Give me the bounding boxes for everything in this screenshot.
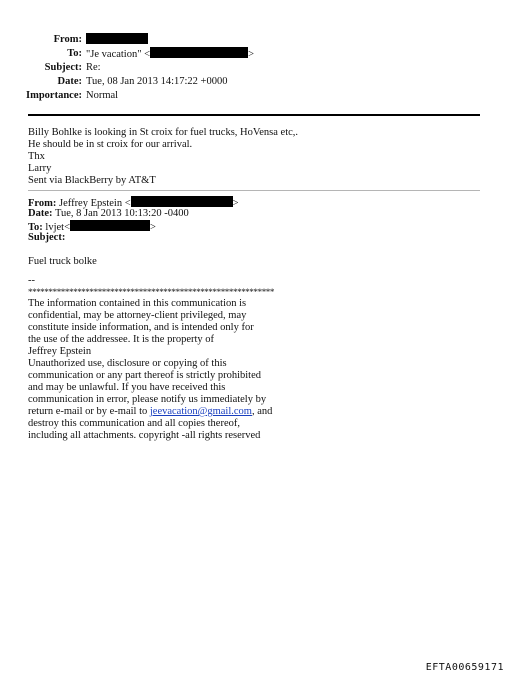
disclaimer-line: including all attachments. copyright -all rights reserved — [28, 430, 261, 441]
disclaimer — [28, 298, 480, 442]
redaction-bar — [86, 33, 148, 44]
reply-divider — [28, 190, 480, 191]
disclaimer-line: constitute inside information, and is intended only for — [28, 322, 254, 333]
reply-line: He should be in st croix for our arrival. — [28, 139, 193, 150]
separator-dash: -- — [28, 275, 35, 286]
email-link[interactable]: jeevacation@gmail.com — [149, 406, 252, 417]
fwd-body: Fuel truck bolke — [28, 256, 97, 267]
disclaimer-line: communication in error, please notify us immediately by — [28, 394, 267, 405]
disclaimer-line: communication or any part thereof is strictly prohibited — [28, 370, 261, 381]
redaction-bar — [150, 47, 248, 58]
redaction-bar — [131, 196, 233, 207]
disclaimer-line: destroy this communication and all copies thereof, — [28, 418, 240, 429]
from-value — [86, 33, 148, 48]
disclaimer-line: confidential, may be attorney-client privileged, may — [28, 310, 247, 321]
fwd-from-row: From: Jeffrey Epstein < > — [28, 198, 239, 209]
redaction-bar — [70, 220, 150, 231]
subject-value: Re: — [86, 62, 101, 73]
fwd-to-row: To: lvjet< > — [28, 222, 156, 233]
disclaimer-line: Jeffrey Epstein — [28, 346, 92, 357]
fwd-date-row — [28, 208, 189, 220]
disclaimer-line: and may be unlawful. If you have received this — [28, 382, 226, 393]
reply-line: Billy Bohlke is looking in St croix for fuel trucks, HoVensa etc,. — [28, 127, 299, 138]
from-label: From: — [53, 34, 82, 45]
header-divider — [28, 114, 480, 116]
fwd-subject-label: Subject: — [28, 232, 66, 243]
fwd-subject-row — [28, 232, 65, 244]
disclaimer-line: the use of the addressee. It is the property of — [28, 334, 215, 345]
date-value: Tue, 08 Jan 2013 14:17:22 +0000 — [86, 76, 228, 87]
separator-stars: ************************************************************ — [28, 287, 275, 297]
fwd-date-label: Date: — [28, 208, 53, 219]
reply-line: Larry — [28, 163, 52, 174]
fwd-to-label: To: — [28, 222, 43, 233]
fwd-to-value: lvjet< — [45, 222, 71, 233]
fwd-from-label: From: — [28, 198, 57, 209]
to-value: "Je vacation" < > — [86, 49, 254, 60]
disclaimer-line: Unauthorized use, disclosure or copying of this — [28, 358, 227, 369]
date-label: Date: — [57, 76, 82, 87]
disclaimer-email-line: return e-mail or by e-mail to jeevacation@gmail.com, and — [28, 406, 273, 417]
importance-value: Normal — [86, 90, 119, 101]
fwd-date-value: Tue, 8 Jan 2013 10:13:20 -0400 — [54, 208, 189, 219]
importance-label: Importance: — [26, 90, 82, 101]
reply-line: Thx — [28, 151, 45, 162]
fwd-from-value: Jeffrey Epstein < — [59, 198, 131, 209]
subject-label: Subject: — [44, 62, 82, 73]
to-label: To: — [67, 48, 82, 59]
reply-line: Sent via BlackBerry by AT&T — [28, 175, 156, 186]
bates-number: EFTA00659171 — [425, 662, 504, 673]
reply-body — [28, 127, 480, 187]
disclaimer-line: The information contained in this communication is — [28, 298, 247, 309]
